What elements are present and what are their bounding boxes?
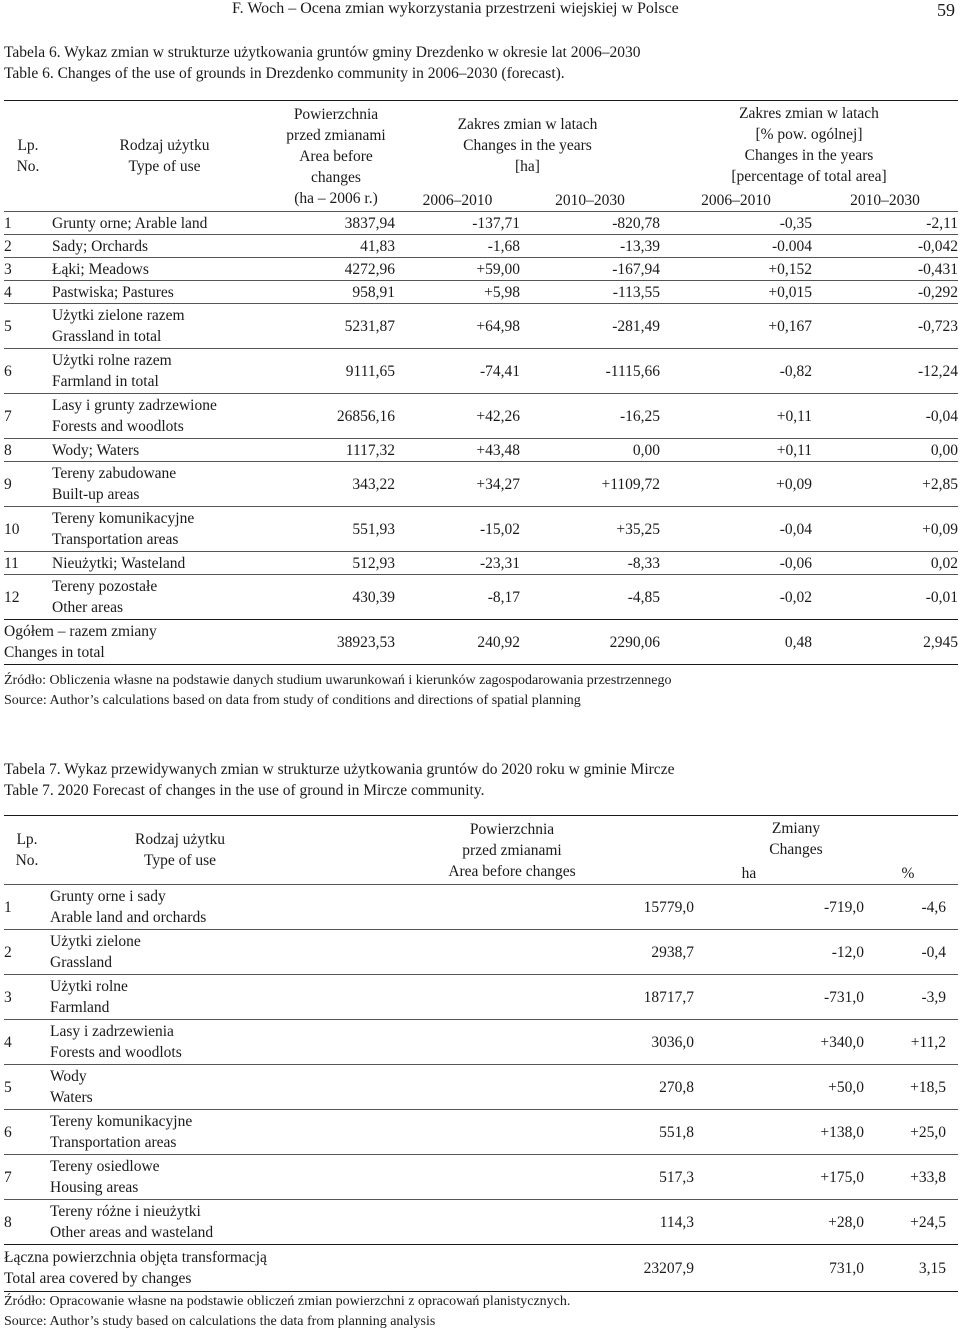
row-area: 5231,87: [277, 304, 395, 349]
row-ha2: -4,85: [520, 575, 660, 620]
header-text: [percentage of total area]: [731, 168, 887, 185]
row-ha1: -74,41: [395, 349, 520, 394]
running-title: F. Woch – Ocena zmian wykorzystania przestrzeni wiejskiej w Polsce: [232, 0, 679, 17]
table7-header-changes: [694, 816, 958, 863]
row-no: 7: [4, 394, 52, 439]
row-name: [52, 507, 277, 552]
total-ha1: 240,92: [395, 620, 520, 665]
row-name-en: Farmland: [50, 999, 110, 1016]
row-no: 12: [4, 575, 52, 620]
table6-caption-pl: Tabela 6. Wykaz zmian w strukturze użytkowania gruntów gminy Drezdenko w okresie lat 2006–2030: [4, 44, 641, 61]
row-ha1: +42,26: [395, 394, 520, 439]
header-text: Area before changes: [448, 862, 576, 880]
table6-header-type: [52, 101, 277, 212]
row-ha2: -8,33: [520, 552, 660, 575]
row-no: 5: [4, 1065, 50, 1110]
table6-header-year: 2010–2030: [555, 191, 625, 209]
row-p2: -0,01: [812, 575, 958, 620]
row-area: 18717,7: [510, 975, 694, 1020]
running-head: [0, 0, 960, 22]
row-name: [52, 235, 277, 258]
header-text: Zakres zmian w latach: [739, 105, 879, 122]
row-ha: +50,0: [694, 1065, 864, 1110]
table7-body: [4, 885, 958, 1292]
row-ha: +28,0: [694, 1200, 864, 1245]
row-pct: +18,5: [864, 1065, 958, 1110]
row-ha2: -113,55: [520, 281, 660, 304]
row-p2: 0,02: [812, 552, 958, 575]
header-text: No.: [16, 158, 40, 175]
row-no: 2: [4, 930, 50, 975]
table7: [4, 815, 958, 1292]
header-text: Type of use: [143, 852, 217, 869]
row-no: 5: [4, 304, 52, 349]
table-row: [4, 281, 958, 304]
row-ha1: +34,27: [395, 462, 520, 507]
row-name-en: Other areas: [52, 599, 123, 616]
table6-total-row: [4, 620, 958, 665]
header-text: przed zmianami: [462, 841, 562, 859]
row-name: [50, 1020, 390, 1065]
row-no: 1: [4, 212, 52, 235]
row-pct: -3,9: [864, 975, 958, 1020]
row-pct: +33,8: [864, 1155, 958, 1200]
row-name-pl: Łąki; Meadows: [52, 260, 149, 278]
row-area: 26856,16: [277, 394, 395, 439]
total-label-pl: Łączna powierzchnia objęta transformacją: [4, 1249, 267, 1266]
header-text: Zmiany: [771, 820, 821, 837]
row-ha: -719,0: [694, 885, 864, 930]
table7-header: [4, 816, 958, 885]
row-name: [50, 885, 390, 930]
row-pct: -4,6: [864, 885, 958, 930]
row-no: 10: [4, 507, 52, 552]
row-ha2: +1109,72: [520, 462, 660, 507]
row-area: 512,93: [277, 552, 395, 575]
table7-header-lp: [4, 816, 50, 885]
table-row: [4, 1110, 958, 1155]
total-p2: 2,945: [812, 620, 958, 665]
row-name-pl: Lasy i zadrzewienia: [50, 1023, 174, 1040]
table6-header-year: 2006–2010: [422, 191, 493, 209]
row-name-pl: Tereny komunikacyjne: [50, 1113, 193, 1130]
row-p2: +2,85: [812, 462, 958, 507]
row-ha2: -281,49: [520, 304, 660, 349]
row-p1: -0.004: [660, 235, 812, 258]
header-text: Lp.: [17, 137, 39, 154]
total-ha: 731,0: [694, 1245, 864, 1292]
table-row: [4, 258, 958, 281]
row-name-pl: Użytki rolne razem: [52, 352, 172, 369]
row-ha2: +35,25: [520, 507, 660, 552]
row-p2: 0,00: [812, 439, 958, 462]
row-name-pl: Tereny pozostałe: [52, 578, 158, 595]
table7-source-en: Source: Author’s study based on calculations the data from planning analysis: [4, 1314, 436, 1329]
total-label: [4, 1245, 510, 1292]
row-name: [52, 439, 277, 462]
table-row: [4, 1020, 958, 1065]
row-no: 4: [4, 281, 52, 304]
row-name-pl: Sady; Orchards: [52, 237, 148, 255]
header-text: [ha]: [515, 157, 540, 175]
table7-total-row: [4, 1245, 958, 1292]
row-ha1: -23,31: [395, 552, 520, 575]
row-p1: +0,11: [660, 394, 812, 439]
row-name-pl: Wody: [50, 1068, 87, 1085]
row-name-pl: Tereny komunikacyjne: [52, 510, 195, 527]
row-p1: -0,06: [660, 552, 812, 575]
row-name-en: Waters: [50, 1089, 93, 1106]
row-area: 114,3: [510, 1200, 694, 1245]
table-row: [4, 930, 958, 975]
total-label-en: Total area covered by changes: [4, 1270, 192, 1287]
row-ha1: +5,98: [395, 281, 520, 304]
row-no: 1: [4, 885, 50, 930]
header-text: Powierzchnia: [469, 820, 555, 838]
table7-header-area: [390, 816, 694, 885]
row-p1: -0,04: [660, 507, 812, 552]
header-text: Powierzchnia: [293, 105, 379, 123]
row-ha1: -8,17: [395, 575, 520, 620]
table-row: [4, 212, 958, 235]
row-area: 551,8: [510, 1110, 694, 1155]
table-row: [4, 975, 958, 1020]
row-p1: -0,82: [660, 349, 812, 394]
total-ha2: 2290,06: [520, 620, 660, 665]
row-name: [52, 394, 277, 439]
row-name-en: Other areas and wasteland: [50, 1224, 214, 1241]
table-row: [4, 1155, 958, 1200]
table-row: [4, 507, 958, 552]
row-ha2: -13,39: [520, 235, 660, 258]
table-row: [4, 462, 958, 507]
table-row: [4, 1065, 958, 1110]
row-ha2: -16,25: [520, 394, 660, 439]
row-ha: +138,0: [694, 1110, 864, 1155]
row-no: 6: [4, 1110, 50, 1155]
row-area: 2938,7: [510, 930, 694, 975]
row-p2: -2,11: [812, 212, 958, 235]
row-area: 15779,0: [510, 885, 694, 930]
row-ha1: -1,68: [395, 235, 520, 258]
table-row: [4, 885, 958, 930]
row-ha2: -1115,66: [520, 349, 660, 394]
table7-header-ha: ha: [741, 864, 757, 882]
table6-header-area: [277, 101, 395, 212]
row-name: [50, 1065, 390, 1110]
total-area: 38923,53: [277, 620, 395, 665]
row-area: 3837,94: [277, 212, 395, 235]
row-name-pl: Nieużytki; Wasteland: [52, 554, 186, 572]
row-area: 270,8: [510, 1065, 694, 1110]
header-text: przed zmianami: [286, 126, 386, 144]
row-name: [50, 930, 390, 975]
row-ha: +340,0: [694, 1020, 864, 1065]
row-name: [52, 349, 277, 394]
table-row: [4, 552, 958, 575]
row-p2: -0,723: [812, 304, 958, 349]
row-name-pl: Grunty orne; Arable land: [52, 214, 208, 232]
table6-header: [4, 101, 958, 212]
header-text: Area before: [299, 147, 373, 165]
row-p1: -0,35: [660, 212, 812, 235]
row-name: [50, 1155, 390, 1200]
table-row: [4, 304, 958, 349]
row-area: 430,39: [277, 575, 395, 620]
table6-header-year: 2006–2010: [701, 191, 771, 209]
table6-source: [4, 671, 672, 711]
row-p1: +0,167: [660, 304, 812, 349]
table-row: [4, 349, 958, 394]
row-area: 1117,32: [277, 439, 395, 462]
table7-header-pct: %: [901, 864, 915, 882]
row-ha1: +59,00: [395, 258, 520, 281]
row-name-en: Grassland: [50, 954, 112, 971]
header-text: Lp.: [16, 831, 38, 848]
row-area: 41,83: [277, 235, 395, 258]
total-area: 23207,9: [510, 1245, 694, 1292]
table-row: [4, 439, 958, 462]
row-name-en: Built-up areas: [52, 486, 140, 503]
row-p2: -0,042: [812, 235, 958, 258]
row-name: [52, 575, 277, 620]
row-name: [52, 462, 277, 507]
header-text: Changes in the years: [744, 147, 874, 164]
table7-source-pl: Źródło: Opracowanie własne na podstawie obliczeń zmian powierzchni z opracowań planistycznych.: [4, 1294, 571, 1309]
row-no: 6: [4, 349, 52, 394]
header-text: Type of use: [128, 158, 201, 175]
row-no: 11: [4, 552, 52, 575]
total-label-en: Changes in total: [4, 644, 105, 661]
row-area: 3036,0: [510, 1020, 694, 1065]
row-name-pl: Pastwiska; Pastures: [52, 283, 174, 301]
row-no: 3: [4, 975, 50, 1020]
header-text: [% pow. ogólnej]: [755, 126, 863, 143]
row-p1: +0,015: [660, 281, 812, 304]
row-name-en: Farmland in total: [52, 373, 159, 390]
row-ha2: 0,00: [520, 439, 660, 462]
row-p1: +0,152: [660, 258, 812, 281]
header-text: Changes: [769, 841, 823, 858]
row-ha2: -820,78: [520, 212, 660, 235]
row-name-pl: Lasy i grunty zadrzewione: [52, 397, 217, 414]
table7-header-type: [50, 816, 390, 885]
row-name-pl: Użytki zielone: [50, 933, 141, 950]
row-name: [50, 1200, 390, 1245]
row-ha: -12,0: [694, 930, 864, 975]
row-p1: -0,02: [660, 575, 812, 620]
row-no: 8: [4, 439, 52, 462]
row-ha: +175,0: [694, 1155, 864, 1200]
row-area: 517,3: [510, 1155, 694, 1200]
row-ha1: +43,48: [395, 439, 520, 462]
row-name: [50, 975, 390, 1020]
page-number: 59: [937, 0, 955, 20]
row-area: 4272,96: [277, 258, 395, 281]
row-ha: -731,0: [694, 975, 864, 1020]
table7-caption-pl: Tabela 7. Wykaz przewidywanych zmian w strukturze użytkowania gruntów do 2020 roku w gminie Mircze: [4, 761, 675, 778]
row-pct: +24,5: [864, 1200, 958, 1245]
row-no: 2: [4, 235, 52, 258]
row-name-pl: Użytki zielone razem: [52, 307, 185, 324]
header-text: Changes in the years: [463, 136, 592, 154]
row-name: [50, 1110, 390, 1155]
header-text: Rodzaj użytku: [135, 831, 225, 848]
row-no: 7: [4, 1155, 50, 1200]
total-label: [4, 620, 277, 665]
row-area: 551,93: [277, 507, 395, 552]
total-label-pl: Ogółem – razem zmiany: [4, 623, 157, 640]
header-text: No.: [15, 852, 39, 869]
row-name-en: Forests and woodlots: [50, 1044, 182, 1061]
row-name-en: Grassland in total: [52, 328, 162, 345]
header-text: Rodzaj użytku: [119, 137, 210, 154]
table-row: [4, 235, 958, 258]
table7-source: [4, 1292, 570, 1332]
table6-source-pl: Źródło: Obliczenia własne na podstawie danych studium uwarunkowań i kierunków zagospodarowania przestrzennego: [4, 673, 672, 688]
table6-header-lp: [4, 101, 52, 212]
row-p1: +0,11: [660, 439, 812, 462]
row-name-pl: Grunty orne i sady: [50, 888, 166, 905]
row-p1: +0,09: [660, 462, 812, 507]
table7-caption-en: Table 7. 2020 Forecast of changes in the use of ground in Mircze community.: [4, 782, 485, 799]
row-name-pl: Tereny osiedlowe: [50, 1158, 160, 1175]
row-name-pl: Tereny zabudowane: [52, 465, 177, 482]
row-no: 3: [4, 258, 52, 281]
row-pct: -0,4: [864, 930, 958, 975]
table6-header-ha: [395, 101, 660, 190]
row-p2: -0,431: [812, 258, 958, 281]
row-p2: -12,24: [812, 349, 958, 394]
table-row: [4, 394, 958, 439]
row-p2: +0,09: [812, 507, 958, 552]
row-no: 8: [4, 1200, 50, 1245]
row-ha1: -137,71: [395, 212, 520, 235]
row-area: 343,22: [277, 462, 395, 507]
row-name: [52, 212, 277, 235]
table6-caption-en: Table 6. Changes of the use of grounds in Drezdenko community in 2006–2030 (forecast).: [4, 65, 565, 82]
row-name: [52, 304, 277, 349]
table7-caption: [4, 759, 674, 801]
table-row: [4, 575, 958, 620]
row-name: [52, 281, 277, 304]
row-name-pl: Użytki rolne: [50, 978, 128, 995]
table6-source-en: Source: Author’s calculations based on data from study of conditions and directions of spatial planning: [4, 693, 581, 708]
table6-caption: [4, 42, 640, 84]
header-text: Zakres zmian w latach: [457, 115, 598, 133]
row-p2: -0,04: [812, 394, 958, 439]
total-p1: 0,48: [660, 620, 812, 665]
table6-header-year: 2010–2030: [850, 191, 920, 209]
row-pct: +11,2: [864, 1020, 958, 1065]
table6-header-pct: [660, 101, 958, 190]
table6: [4, 100, 958, 665]
row-p2: -0,292: [812, 281, 958, 304]
row-no: 9: [4, 462, 52, 507]
header-text: (ha – 2006 r.): [294, 189, 378, 207]
row-name-pl: Wody; Waters: [52, 441, 140, 459]
row-area: 958,91: [277, 281, 395, 304]
row-name-en: Transportation areas: [50, 1134, 177, 1151]
row-ha1: +64,98: [395, 304, 520, 349]
total-pct: 3,15: [864, 1245, 958, 1292]
row-no: 4: [4, 1020, 50, 1065]
row-name: [52, 552, 277, 575]
row-pct: +25,0: [864, 1110, 958, 1155]
row-area: 9111,65: [277, 349, 395, 394]
row-ha2: -167,94: [520, 258, 660, 281]
table6-body: [4, 212, 958, 665]
row-name-en: Forests and woodlots: [52, 418, 184, 435]
row-name-en: Housing areas: [50, 1179, 139, 1196]
row-ha1: -15,02: [395, 507, 520, 552]
row-name-en: Transportation areas: [52, 531, 179, 548]
table-row: [4, 1200, 958, 1245]
row-name-pl: Tereny różne i nieużytki: [50, 1203, 201, 1220]
row-name: [52, 258, 277, 281]
header-text: changes: [311, 168, 361, 186]
row-name-en: Arable land and orchards: [50, 909, 207, 926]
